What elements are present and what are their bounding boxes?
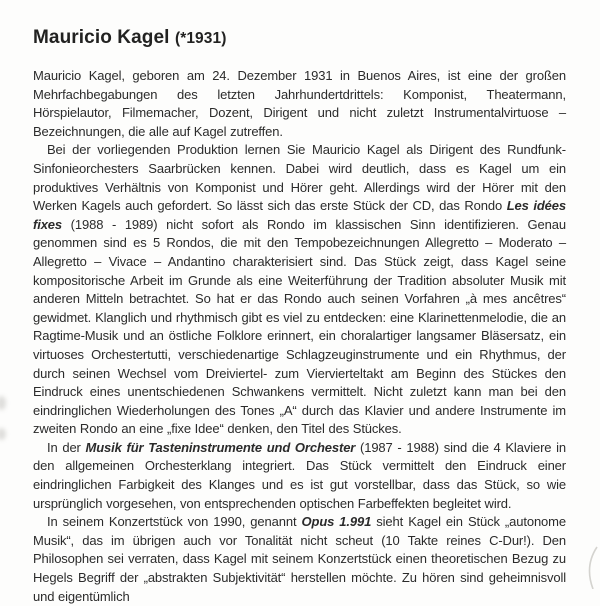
text-segment: sieht Kagel ein Stück „autonome Musik“, das im übrigen auch vor Tonalität nicht scheut (10 Takte reines C-Dur!). Den Philosophen sei verraten, dass Kagel mit seinem Konzertstück einen theoretischen Bezug zu Hegels Begriff der „abstrakten Subjektivität“ herstellen möchte. Zu hören sind geheimnisvoll und eigentümlich	[33, 514, 566, 604]
text-segment: In seinem Konzertstück von 1990, genannt	[47, 514, 302, 530]
paragraph	[33, 513, 566, 606]
text-segment: In der	[47, 439, 86, 455]
article-body	[33, 67, 566, 606]
text-segment: (1987 - 1988) sind die 4 Klaviere in den allgemeinen Orchesterklang integriert. Das Stück vermittelt den Eindruck einer eindringlichen Farbigkeit des Klanges und es ist gut vorstellbar, dass das Stück, so wie ursprünglich vorgesehen, von entsprechenden optischen Farbeffekten begleitet wird.	[33, 439, 567, 511]
page-curl-mark	[578, 541, 600, 589]
work-title: Musik für Tasteninstrumente und Orchester	[85, 439, 356, 455]
page-title	[33, 27, 566, 50]
text-segment: (1988 - 1989) nicht sofort als Rondo im klassischen Sinn identifizieren. Genau genommen sind es 5 Rondos, die mit den Tempobezeichnungen Allegretto – Moderato – Allegretto – Vivace – Andantino charakterisiert sind. Das Stück zeigt, dass Kagel seine kompositorische Arbeit im Grunde als eine Weiterführung der Tradition absoluter Musik mit anderen Mitteln betrachtet. So hat er das Rondo auch seinen Vorfahren „à mes ancêtres“ gewidmet. Klanglich und rhythmisch gibt es viel zu entdecken: eine Klarinettenmelodie, die an Ragtime-Musik und an östliche Folklore erinnert, ein choralartiger langsamer Bläsersatz, ein virtuoses Orchestertutti, verschiedenartige Schlagzeuginstrumente und ein Rhythmus, der durch seinen Wechsel vom Dreiviertel- zum Viervierteltakt am Beginn des Stückes den Eindruck eines unentschiedenen Schwankens vermittelt. Nicht zuletzt kann man bei den eindringlichen Wiederholungen des Tones „A“ durch das Klavier und andere Instrumente im zweiten Rondo an eine „fixe Idee“ denken, den Titel des Stückes.	[33, 216, 566, 437]
scan-smudge	[0, 428, 6, 440]
paragraph	[33, 141, 566, 439]
paragraph	[33, 67, 566, 141]
birth-year: (*1931)	[174, 30, 227, 47]
paragraph	[33, 439, 566, 513]
composer-name: Mauricio Kagel	[33, 27, 170, 48]
text-segment: Bei der vorliegenden Produktion lernen Sie Mauricio Kagel als Dirigent des Rundfunk-Sinfonieorchesters Saarbrücken kennen. Dabei wird deutlich, dass es Kagel um ein produktives Verhältnis von Komponist und Hörer geht. Allerdings wird der Hörer mit den Werken Kagels auch gefordert. So lässt sich das erste Stück der CD, das Rondo	[33, 142, 566, 214]
work-title: Les idées fixes	[33, 198, 566, 232]
work-title: Opus 1.991	[301, 514, 372, 530]
scan-smudge	[0, 396, 6, 410]
text-segment: Mauricio Kagel, geboren am 24. Dezember 1931 in Buenos Aires, ist eine der großen Mehrfachbegabungen des letzten Jahrhundertdrittels: Komponist, Theatermann, Hörspielautor, Filmemacher, Dozent, Dirigent und nicht zuletzt Instrumentalvirtuose – Bezeichnungen, die alle auf Kagel zutreffen.	[33, 68, 566, 139]
